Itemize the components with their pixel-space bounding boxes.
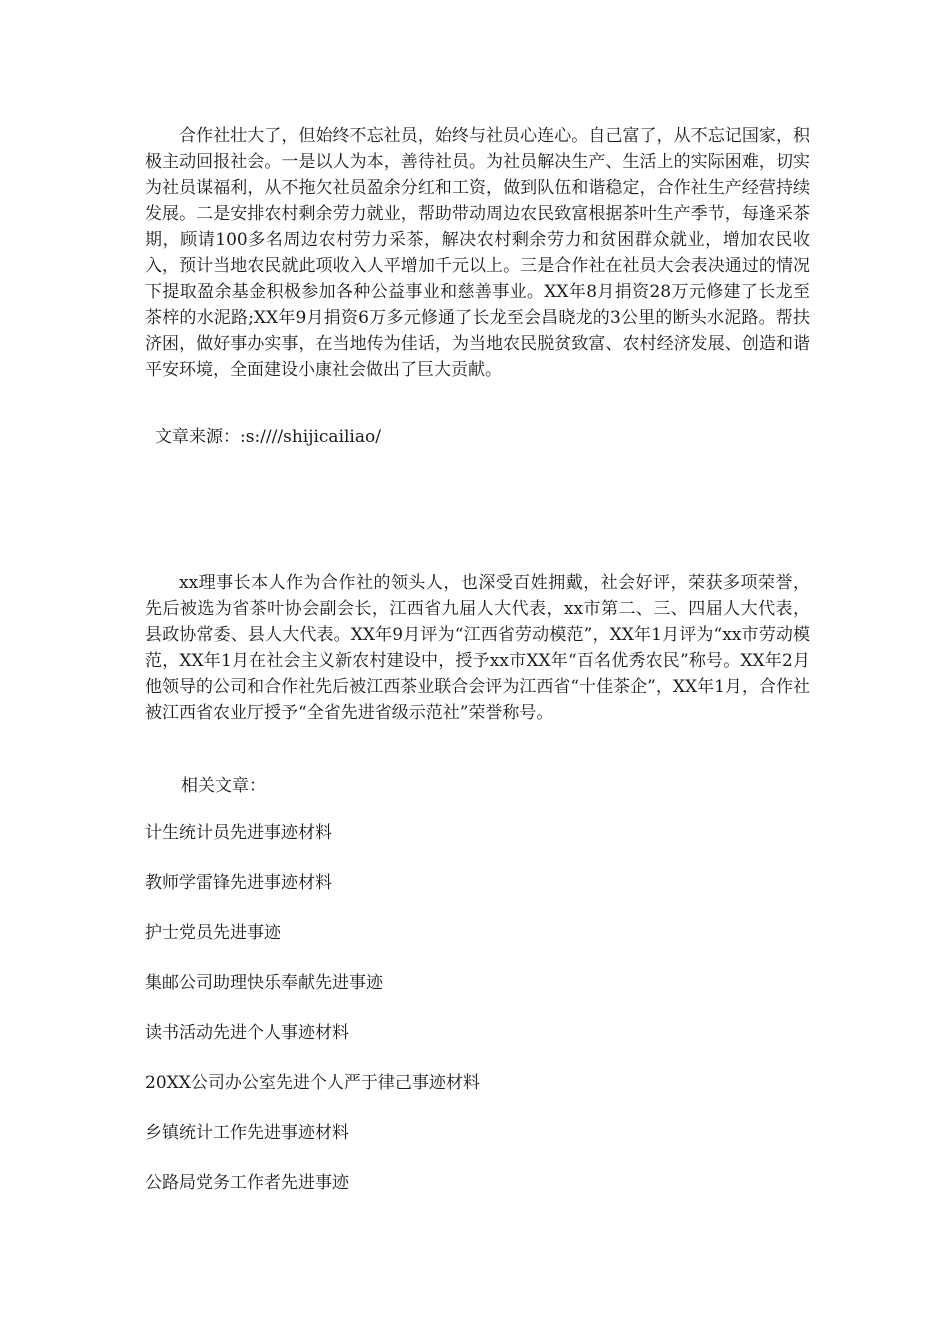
related-article-link[interactable]: 教师学雷锋先进事迹材料: [145, 873, 332, 893]
related-article-link[interactable]: 集邮公司助理快乐奉献先进事迹: [145, 973, 383, 993]
article-source: 文章来源：:s:////shijicailiao/: [155, 427, 381, 447]
related-article-link[interactable]: 乡镇统计工作先进事迹材料: [145, 1123, 349, 1143]
article-paragraph-2: xx理事长本人作为合作社的领头人，也深受百姓拥戴，社会好评，荣获多项荣誉，先后被选为省茶叶协会副会长，江西省九届人大代表，xx市第二、三、四届人大代表，县政协常委、县人大代表。XX年9月评为“江西省劳动模范”，XX年1月评为“xx市劳动模范，XX年1月在社会主义新农村建设中，授予xx市XX年“百名优秀农民”称号。XX年2月他领导的公司和合作社先后被江西茶业联合会评为江西省“十佳茶企”，XX年1月，合作社被江西省农业厅授予“全省先进省级示范社”荣誉称号。: [145, 573, 810, 723]
related-articles-list: [145, 820, 480, 1220]
related-article-link[interactable]: 计生统计员先进事迹材料: [145, 823, 332, 843]
related-articles-heading: 相关文章：: [181, 776, 266, 796]
related-article-item: [145, 1120, 480, 1170]
related-article-item: [145, 1070, 480, 1120]
related-article-item: [145, 920, 480, 970]
related-article-link[interactable]: 20XX公司办公室先进个人严于律己事迹材料: [145, 1073, 480, 1093]
related-article-link[interactable]: 护士党员先进事迹: [145, 923, 281, 943]
related-article-item: [145, 820, 480, 870]
related-article-item: [145, 970, 480, 1020]
related-article-link[interactable]: 公路局党务工作者先进事迹: [145, 1173, 349, 1193]
related-article-link[interactable]: 读书活动先进个人事迹材料: [145, 1023, 349, 1043]
related-article-item: [145, 1020, 480, 1070]
article-paragraph-1: 合作社壮大了，但始终不忘社员，始终与社员心连心。自己富了，从不忘记国家，积极主动回报社会。一是以人为本，善待社员。为社员解决生产、生活上的实际困难，切实为社员谋福利，从不拖欠社员盈余分红和工资，做到队伍和谐稳定，合作社生产经营持续发展。二是安排农村剩余劳力就业，帮助带动周边农民致富根据茶叶生产季节，每逢采茶期，顾请100多名周边农村劳力采茶，解决农村剩余劳力和贫困群众就业，增加农民收入，预计当地农民就此项收入人平增加千元以上。三是合作社在社员大会表决通过的情况下提取盈余基金积极参加各种公益事业和慈善事业。XX年8月捐资28万元修建了长龙至茶梓的水泥路;XX年9月捐资6万多元修通了长龙至会昌晓龙的3公里的断头水泥路。帮扶济困，做好事办实事，在当地传为佳话，为当地农民脱贫致富、农村经济发展、创造和谐平安环境，全面建设小康社会做出了巨大贡献。: [145, 126, 810, 380]
related-article-item: [145, 870, 480, 920]
related-article-item: [145, 1170, 480, 1220]
